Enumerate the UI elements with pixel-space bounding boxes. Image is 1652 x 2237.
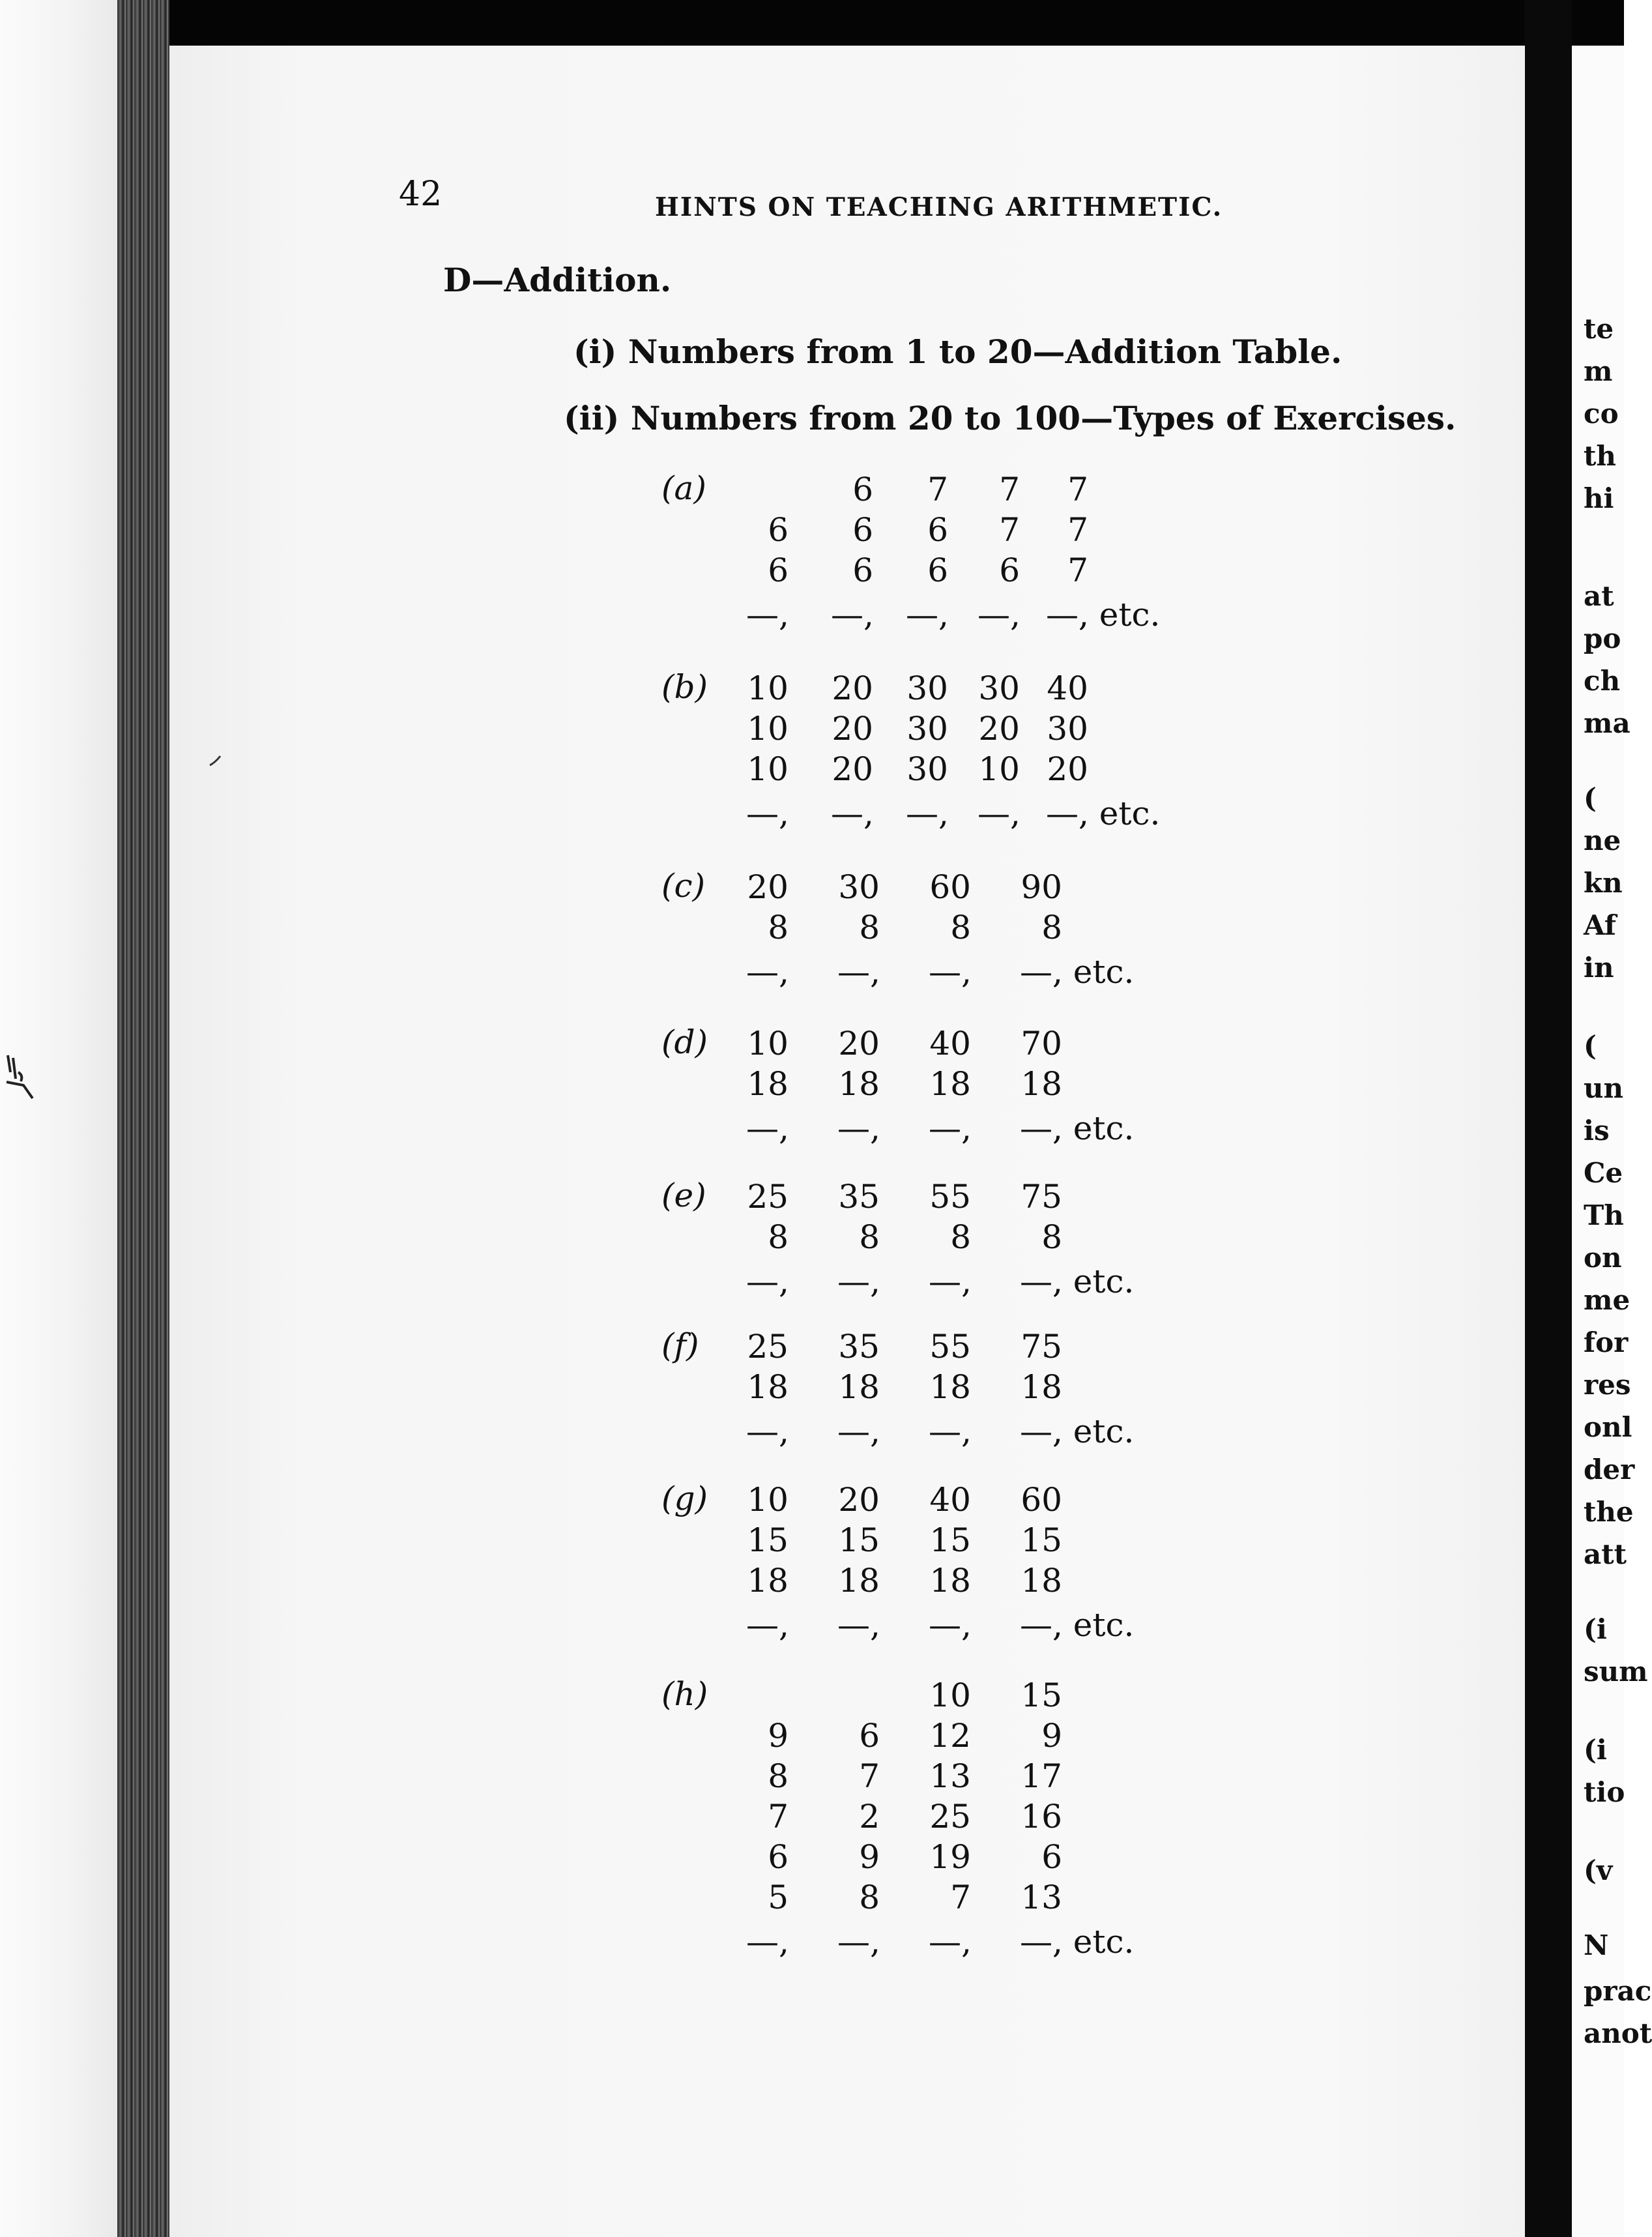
sum-blank-dash: —, <box>1020 1109 1063 1147</box>
addend-number: 8 <box>859 1218 880 1256</box>
addend-number: 70 <box>1021 1025 1062 1062</box>
addend-number: 15 <box>929 1521 971 1559</box>
addend-number: 7 <box>999 471 1020 508</box>
adjacent-page-text: in <box>1584 952 1614 984</box>
addend-number: 8 <box>859 1879 880 1916</box>
addend-number: 30 <box>1047 710 1088 748</box>
addend-number: 20 <box>832 750 873 788</box>
addend-number: 15 <box>747 1521 789 1559</box>
sum-blank-dash: —, <box>746 953 789 991</box>
adjacent-page-text: N <box>1584 1929 1609 1961</box>
addend-number: 15 <box>838 1521 880 1559</box>
addend-number: 30 <box>838 868 880 906</box>
addend-number: 18 <box>1021 1562 1062 1600</box>
addend-number: 13 <box>929 1757 971 1795</box>
adjacent-page-text: ne <box>1584 825 1621 856</box>
addend-column <box>723 1326 789 1407</box>
addend-number: 55 <box>929 1328 971 1366</box>
adjacent-page-text: hi <box>1584 482 1614 514</box>
etc-text: , etc. <box>1052 1412 1135 1450</box>
addend-column <box>815 1023 880 1104</box>
addend-number: 18 <box>929 1368 971 1406</box>
sum-blank-dash: —, <box>1020 953 1063 991</box>
addend-number: 6 <box>927 551 948 589</box>
addend-number: 25 <box>747 1178 789 1216</box>
addend-column <box>815 1480 880 1601</box>
adjacent-page-text: for <box>1584 1326 1629 1358</box>
addend-number: 6 <box>768 551 789 589</box>
exercise-label: (a) <box>661 469 706 507</box>
adjacent-page-text: tio <box>1584 1776 1625 1808</box>
sum-blank-dash: —, <box>1020 1412 1063 1450</box>
adjacent-page-edge <box>1572 46 1652 2237</box>
addend-number: 10 <box>747 710 789 748</box>
addend-number: 7 <box>1067 471 1088 508</box>
addend-number: 7 <box>1067 511 1088 549</box>
addend-column <box>1023 668 1088 789</box>
adjacent-page-text: m <box>1584 355 1613 387</box>
adjacent-page-text: on <box>1584 1242 1622 1274</box>
sum-blank-dash: —, <box>746 1109 789 1147</box>
addend-column <box>723 867 789 948</box>
sum-blank-dash: —, <box>929 1412 972 1450</box>
addend-column <box>883 469 948 591</box>
addend-column <box>815 1326 880 1407</box>
etc-text: , etc. <box>1052 1263 1135 1300</box>
adjacent-page-text: ( <box>1584 782 1597 814</box>
sum-blank-dash: —, <box>1046 596 1089 634</box>
sum-blank-dash: —, <box>906 795 949 832</box>
addend-number: 7 <box>999 511 1020 549</box>
etc-text: , etc. <box>1052 1606 1135 1644</box>
exercise-label: (d) <box>661 1023 708 1061</box>
sum-blank-dash: —, <box>1020 1263 1063 1300</box>
addend-column <box>723 1023 789 1104</box>
addend-number: 9 <box>1041 1717 1062 1755</box>
addend-number: 40 <box>929 1481 971 1519</box>
addend-number: 6 <box>768 1838 789 1876</box>
addend-number: 12 <box>929 1717 971 1755</box>
addend-number: 18 <box>1021 1368 1062 1406</box>
addend-number: 5 <box>768 1879 789 1916</box>
addend-column <box>723 510 789 591</box>
addend-number: 13 <box>1021 1879 1062 1916</box>
addend-column <box>997 1480 1062 1601</box>
addend-column <box>997 1326 1062 1407</box>
addend-number: 6 <box>852 471 873 508</box>
addend-number: 20 <box>747 868 789 906</box>
addend-number: 20 <box>838 1025 880 1062</box>
adjacent-page-text: te <box>1584 313 1614 345</box>
addend-number: 2 <box>859 1798 880 1835</box>
addend-number: 8 <box>768 909 789 946</box>
sum-blank-dash: —, <box>746 1263 789 1300</box>
sum-blank-dash: —, <box>746 1412 789 1450</box>
adjacent-page-text: (i <box>1584 1734 1607 1766</box>
addend-column <box>906 1675 971 1918</box>
sum-blank-dash: —, <box>929 1606 972 1644</box>
addend-number: 8 <box>950 1218 971 1256</box>
etc-text: , etc. <box>1052 953 1135 991</box>
scan-speck-mark <box>209 755 222 767</box>
addend-number: 10 <box>747 669 789 707</box>
addend-column <box>906 867 971 948</box>
etc-text: , etc. <box>1052 1109 1135 1147</box>
adjacent-page-text: co <box>1584 398 1619 430</box>
addend-number: 7 <box>950 1879 971 1916</box>
addend-column <box>815 1177 880 1257</box>
addend-column <box>815 867 880 948</box>
addend-number: 7 <box>859 1757 880 1795</box>
addend-number: 19 <box>929 1838 971 1876</box>
addend-column <box>723 1177 789 1257</box>
adjacent-page-text: kn <box>1584 867 1623 899</box>
sum-blank-dash: —, <box>831 596 874 634</box>
addend-number: 18 <box>929 1562 971 1600</box>
adjacent-page-text: at <box>1584 580 1614 612</box>
addend-number: 20 <box>838 1481 880 1519</box>
exercise-label: (f) <box>661 1326 699 1364</box>
sum-blank-dash: —, <box>978 596 1021 634</box>
adjacent-page-text: Af <box>1584 909 1616 941</box>
adjacent-page-text: anot <box>1584 2017 1652 2049</box>
addend-number: 90 <box>1021 868 1062 906</box>
addend-number: 18 <box>747 1065 789 1103</box>
addend-number: 40 <box>1047 669 1088 707</box>
addend-column <box>815 1716 880 1918</box>
addend-column <box>906 1177 971 1257</box>
addend-column <box>723 1716 789 1918</box>
subsection-heading: (ii) Numbers from 20 to 100—Types of Exercises. <box>564 399 1456 437</box>
sum-blank-dash: —, <box>1020 1606 1063 1644</box>
section-title: D—Addition. <box>443 261 672 299</box>
adjacent-page-text: att <box>1584 1538 1627 1570</box>
addend-number: 10 <box>747 1481 789 1519</box>
addend-number: 9 <box>859 1838 880 1876</box>
exercise-label: (c) <box>661 867 706 905</box>
addend-number: 18 <box>838 1368 880 1406</box>
addend-number: 6 <box>859 1717 880 1755</box>
addend-number: 18 <box>1021 1065 1062 1103</box>
page-gutter <box>1525 0 1572 2237</box>
addend-column <box>1023 469 1088 591</box>
addend-number: 18 <box>929 1065 971 1103</box>
addend-number: 8 <box>768 1757 789 1795</box>
addend-column <box>723 1480 789 1601</box>
scan-speck-mark <box>4 1053 36 1102</box>
adjacent-page-text: (v <box>1584 1854 1613 1886</box>
addend-number: 60 <box>1021 1481 1062 1519</box>
sum-blank-dash: —, <box>837 1109 880 1147</box>
addend-number: 18 <box>838 1562 880 1600</box>
etc-text: , etc. <box>1052 1923 1135 1961</box>
addend-number: 40 <box>929 1025 971 1062</box>
addend-number: 8 <box>768 1218 789 1256</box>
sum-blank-dash: —, <box>746 1923 789 1961</box>
addend-column <box>906 1023 971 1104</box>
addend-number: 20 <box>978 710 1020 748</box>
addend-number: 35 <box>838 1328 880 1366</box>
addend-column <box>955 469 1020 591</box>
addend-number: 15 <box>1021 1676 1062 1714</box>
adjacent-page-text: un <box>1584 1072 1624 1104</box>
etc-text: , etc. <box>1079 596 1161 634</box>
addend-column <box>997 1177 1062 1257</box>
exercise-label: (e) <box>661 1177 706 1214</box>
adjacent-page-text: is <box>1584 1115 1610 1147</box>
addend-number: 25 <box>929 1798 971 1835</box>
addend-number: 30 <box>978 669 1020 707</box>
addend-number: 6 <box>768 511 789 549</box>
running-head: HINTS ON TEACHING ARITHMETIC. <box>655 192 1223 222</box>
addend-number: 30 <box>906 669 948 707</box>
addend-number: 7 <box>768 1798 789 1835</box>
addend-number: 6 <box>852 551 873 589</box>
addend-column <box>997 1675 1062 1918</box>
adjacent-page-text: Th <box>1584 1199 1624 1231</box>
adjacent-page-text: Ce <box>1584 1157 1623 1189</box>
addend-number: 60 <box>929 868 971 906</box>
addend-number: 8 <box>1041 1218 1062 1256</box>
addend-number: 18 <box>747 1368 789 1406</box>
adjacent-page-text: me <box>1584 1284 1630 1316</box>
addend-column <box>723 668 789 789</box>
sum-blank-dash: —, <box>929 1263 972 1300</box>
exercise-label: (b) <box>661 668 708 706</box>
addend-number: 55 <box>929 1178 971 1216</box>
addend-number: 9 <box>768 1717 789 1755</box>
adjacent-page-text: (i <box>1584 1613 1607 1645</box>
sum-blank-dash: —, <box>837 1923 880 1961</box>
sum-blank-dash: —, <box>746 596 789 634</box>
sum-blank-dash: —, <box>906 596 949 634</box>
adjacent-page-text: der <box>1584 1454 1635 1485</box>
addend-number: 18 <box>838 1065 880 1103</box>
sum-blank-dash: —, <box>978 795 1021 832</box>
addend-number: 35 <box>838 1178 880 1216</box>
adjacent-page-text: res <box>1584 1369 1631 1401</box>
adjacent-page-text: ( <box>1584 1030 1597 1062</box>
addend-number: 20 <box>1047 750 1088 788</box>
subsection-heading: (i) Numbers from 1 to 20—Addition Table. <box>573 332 1342 371</box>
addend-number: 75 <box>1021 1328 1062 1366</box>
addend-column <box>808 668 873 789</box>
adjacent-page-text: th <box>1584 440 1616 472</box>
sum-blank-dash: —, <box>746 1606 789 1644</box>
sum-blank-dash: —, <box>929 953 972 991</box>
sum-blank-dash: —, <box>1020 1923 1063 1961</box>
adjacent-page-text: ma <box>1584 707 1630 739</box>
adjacent-page-text: sum <box>1584 1656 1648 1688</box>
page-number: 42 <box>399 175 442 214</box>
addend-number: 17 <box>1021 1757 1062 1795</box>
addend-number: 15 <box>1021 1521 1062 1559</box>
scan-left-margin <box>0 0 117 2237</box>
addend-number: 30 <box>906 750 948 788</box>
adjacent-page-text: ch <box>1584 665 1621 697</box>
adjacent-page-text: the <box>1584 1496 1634 1528</box>
addend-number: 10 <box>747 1025 789 1062</box>
addend-number: 75 <box>1021 1178 1062 1216</box>
addend-number: 20 <box>832 710 873 748</box>
addend-number: 7 <box>1067 551 1088 589</box>
addend-number: 6 <box>927 511 948 549</box>
addend-column <box>808 469 873 591</box>
addend-number: 8 <box>1041 909 1062 946</box>
addend-number: 10 <box>747 750 789 788</box>
sum-blank-dash: —, <box>929 1923 972 1961</box>
addend-column <box>997 1023 1062 1104</box>
etc-text: , etc. <box>1079 795 1161 832</box>
sum-blank-dash: —, <box>837 1263 880 1300</box>
sum-blank-dash: —, <box>837 953 880 991</box>
addend-number: 7 <box>927 471 948 508</box>
book-spine-edge <box>117 0 169 2237</box>
addend-number: 6 <box>1041 1838 1062 1876</box>
addend-column <box>997 867 1062 948</box>
addend-number: 25 <box>747 1328 789 1366</box>
addend-number: 8 <box>859 909 880 946</box>
addend-number: 10 <box>929 1676 971 1714</box>
exercise-label: (g) <box>661 1480 708 1517</box>
adjacent-page-text: onl <box>1584 1411 1632 1443</box>
sum-blank-dash: —, <box>831 795 874 832</box>
sum-blank-dash: —, <box>746 795 789 832</box>
sum-blank-dash: —, <box>837 1412 880 1450</box>
addend-number: 6 <box>999 551 1020 589</box>
addend-number: 10 <box>978 750 1020 788</box>
addend-number: 6 <box>852 511 873 549</box>
addend-column <box>955 668 1020 789</box>
adjacent-page-text: po <box>1584 622 1621 654</box>
addend-number: 30 <box>906 710 948 748</box>
addend-number: 16 <box>1021 1798 1062 1835</box>
addend-column <box>883 668 948 789</box>
addend-number: 18 <box>747 1562 789 1600</box>
sum-blank-dash: —, <box>1046 795 1089 832</box>
adjacent-page-text: prac <box>1584 1975 1652 2007</box>
addend-column <box>906 1326 971 1407</box>
addend-number: 20 <box>832 669 873 707</box>
sum-blank-dash: —, <box>837 1606 880 1644</box>
addend-number: 8 <box>950 909 971 946</box>
addend-column <box>906 1480 971 1601</box>
scan-top-border <box>0 0 1624 46</box>
sum-blank-dash: —, <box>929 1109 972 1147</box>
exercise-label: (h) <box>661 1675 708 1713</box>
